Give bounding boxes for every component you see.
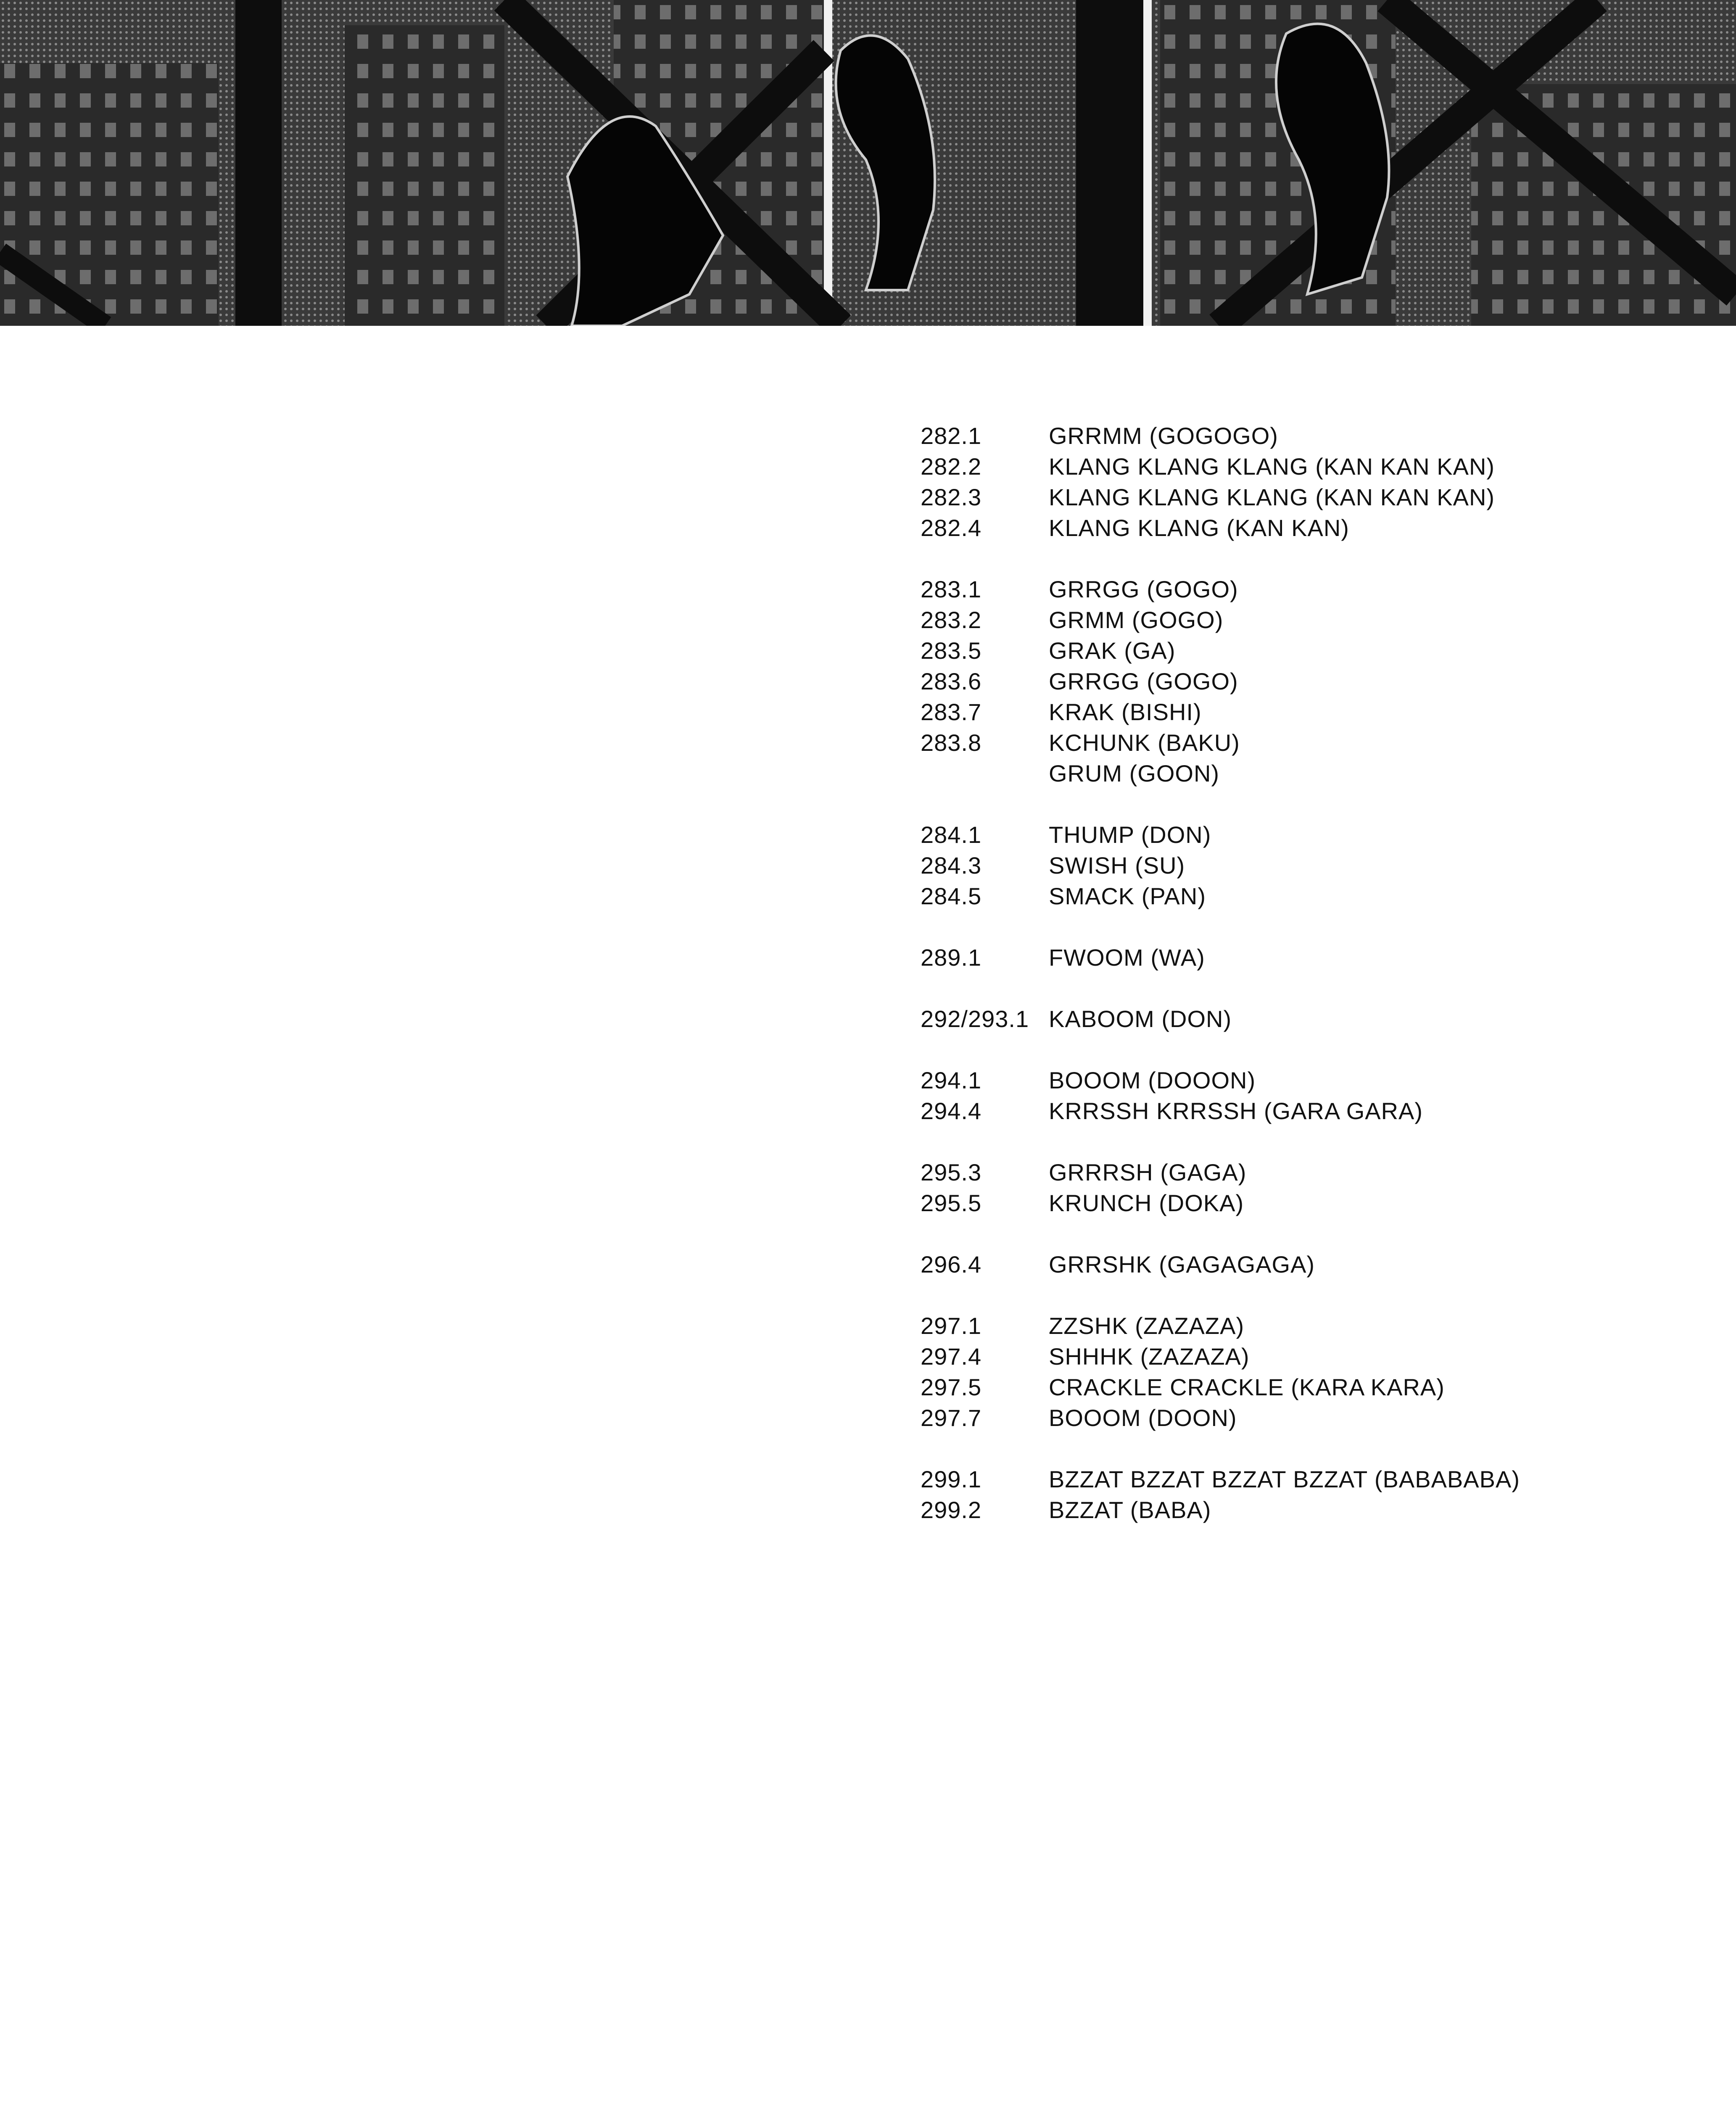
sfx-entry: [921, 697, 1686, 727]
sound-effect-translation: GRRRSH (GAGA): [1049, 1159, 1247, 1186]
sound-effect-translation: BZZAT (BABA): [1049, 1497, 1211, 1523]
sfx-entry: [921, 1464, 1686, 1495]
page-panel-reference: 282.3: [921, 484, 982, 510]
sfx-entry: [921, 482, 1686, 512]
sound-effect-translation: SHHHK (ZAZAZA): [1049, 1343, 1250, 1370]
page-panel-reference: 284.3: [921, 852, 982, 879]
sfx-entry: [921, 758, 1686, 789]
page-panel-reference: 292/293.1: [921, 1006, 1029, 1032]
sfx-group: [921, 1310, 1686, 1433]
sfx-entry: [921, 1157, 1686, 1188]
sfx-entry: [921, 420, 1686, 451]
page-panel-reference: 283.2: [921, 607, 982, 633]
page-panel-reference: 297.1: [921, 1312, 982, 1339]
page-panel-reference: 299.2: [921, 1497, 982, 1523]
page-panel-reference: 295.5: [921, 1190, 982, 1216]
sound-effect-translation: CRACKLE CRACKLE (KARA KARA): [1049, 1374, 1445, 1400]
sfx-entry: [921, 819, 1686, 850]
sfx-group: [921, 1003, 1686, 1034]
page-panel-reference: 282.2: [921, 453, 982, 480]
sound-effect-translation: SMACK (PAN): [1049, 883, 1206, 909]
sound-effect-translation: GRAK (GA): [1049, 637, 1176, 664]
sfx-entry: [921, 451, 1686, 482]
sfx-entry: [921, 512, 1686, 543]
sound-effect-translation: KRUNCH (DOKA): [1049, 1190, 1244, 1216]
sound-effect-translation: KRAK (BISHI): [1049, 699, 1202, 725]
sfx-group: [921, 1157, 1686, 1218]
sound-effect-translation: THUMP (DON): [1049, 821, 1211, 848]
sfx-group: [921, 942, 1686, 973]
sfx-entry: [921, 727, 1686, 758]
sound-effect-translation: KRRSSH KRRSSH (GARA GARA): [1049, 1098, 1423, 1124]
sound-effect-translation: KCHUNK (BAKU): [1049, 729, 1240, 756]
sfx-entry: [921, 1402, 1686, 1433]
sound-effects-list: [921, 420, 1686, 1556]
sound-effect-translation: KLANG KLANG KLANG (KAN KAN KAN): [1049, 484, 1495, 510]
sfx-entry: [921, 635, 1686, 666]
page-panel-reference: 297.5: [921, 1374, 982, 1400]
page-panel-reference: 282.1: [921, 423, 982, 449]
sound-effect-translation: GRRMM (GOGOGO): [1049, 423, 1278, 449]
sound-effect-translation: BOOOM (DOOON): [1049, 1067, 1256, 1093]
page-panel-reference: 283.5: [921, 637, 982, 664]
sfx-group: [921, 420, 1686, 543]
sfx-entry: [921, 1003, 1686, 1034]
sound-effect-translation: GRMM (GOGO): [1049, 607, 1224, 633]
sfx-entry: [921, 605, 1686, 635]
sound-effect-translation: BOOOM (DOON): [1049, 1405, 1237, 1431]
sfx-entry: [921, 1495, 1686, 1525]
sfx-group: [921, 1464, 1686, 1525]
sfx-group: [921, 574, 1686, 789]
sfx-group: [921, 1065, 1686, 1126]
sfx-entry: [921, 942, 1686, 973]
sfx-entry: [921, 574, 1686, 605]
page-panel-reference: 283.1: [921, 576, 982, 602]
page-panel-reference: 295.3: [921, 1159, 982, 1186]
page-panel-reference: 297.7: [921, 1405, 982, 1431]
page-panel-reference: 284.1: [921, 821, 982, 848]
sound-effect-translation: SWISH (SU): [1049, 852, 1185, 879]
sfx-group: [921, 1249, 1686, 1280]
page-panel-reference: 283.6: [921, 668, 982, 695]
sound-effect-translation: KLANG KLANG (KAN KAN): [1049, 515, 1349, 541]
sfx-entry: [921, 1310, 1686, 1341]
sound-effect-translation: GRRGG (GOGO): [1049, 668, 1238, 695]
sound-effect-translation: GRRSHK (GAGAGAGA): [1049, 1251, 1315, 1278]
sfx-entry: [921, 1341, 1686, 1372]
sound-effect-translation: FWOOM (WA): [1049, 944, 1205, 971]
sound-effect-translation: BZZAT BZZAT BZZAT BZZAT (BABABABA): [1049, 1466, 1520, 1492]
sfx-group: [921, 819, 1686, 911]
sound-effect-translation: ZZSHK (ZAZAZA): [1049, 1312, 1245, 1339]
sound-effect-translation: GRRGG (GOGO): [1049, 576, 1238, 602]
page-panel-reference: 283.7: [921, 699, 982, 725]
sfx-entry: [921, 1065, 1686, 1096]
page-panel-reference: 297.4: [921, 1343, 982, 1370]
sfx-entry: [921, 1096, 1686, 1126]
page-panel-reference: 289.1: [921, 944, 982, 971]
sound-effect-translation: KLANG KLANG KLANG (KAN KAN KAN): [1049, 453, 1495, 480]
sfx-entry: [921, 1188, 1686, 1218]
page-panel-reference: 294.1: [921, 1067, 982, 1093]
sfx-entry: [921, 881, 1686, 911]
sfx-entry: [921, 1372, 1686, 1402]
sound-effect-translation: KABOOM (DON): [1049, 1006, 1232, 1032]
page-panel-reference: 296.4: [921, 1251, 982, 1278]
page-panel-reference: 294.4: [921, 1098, 982, 1124]
top-illustration-band: [0, 0, 1736, 326]
sfx-entry: [921, 850, 1686, 881]
page-panel-reference: 283.8: [921, 729, 982, 756]
sfx-entry: [921, 666, 1686, 697]
page-panel-reference: 299.1: [921, 1466, 982, 1492]
page-panel-reference: 284.5: [921, 883, 982, 909]
sound-effect-translation: GRUM (GOON): [1049, 760, 1220, 787]
sfx-entry: [921, 1249, 1686, 1280]
city-silhouette-illustration: [0, 0, 1736, 326]
page-panel-reference: 282.4: [921, 515, 982, 541]
